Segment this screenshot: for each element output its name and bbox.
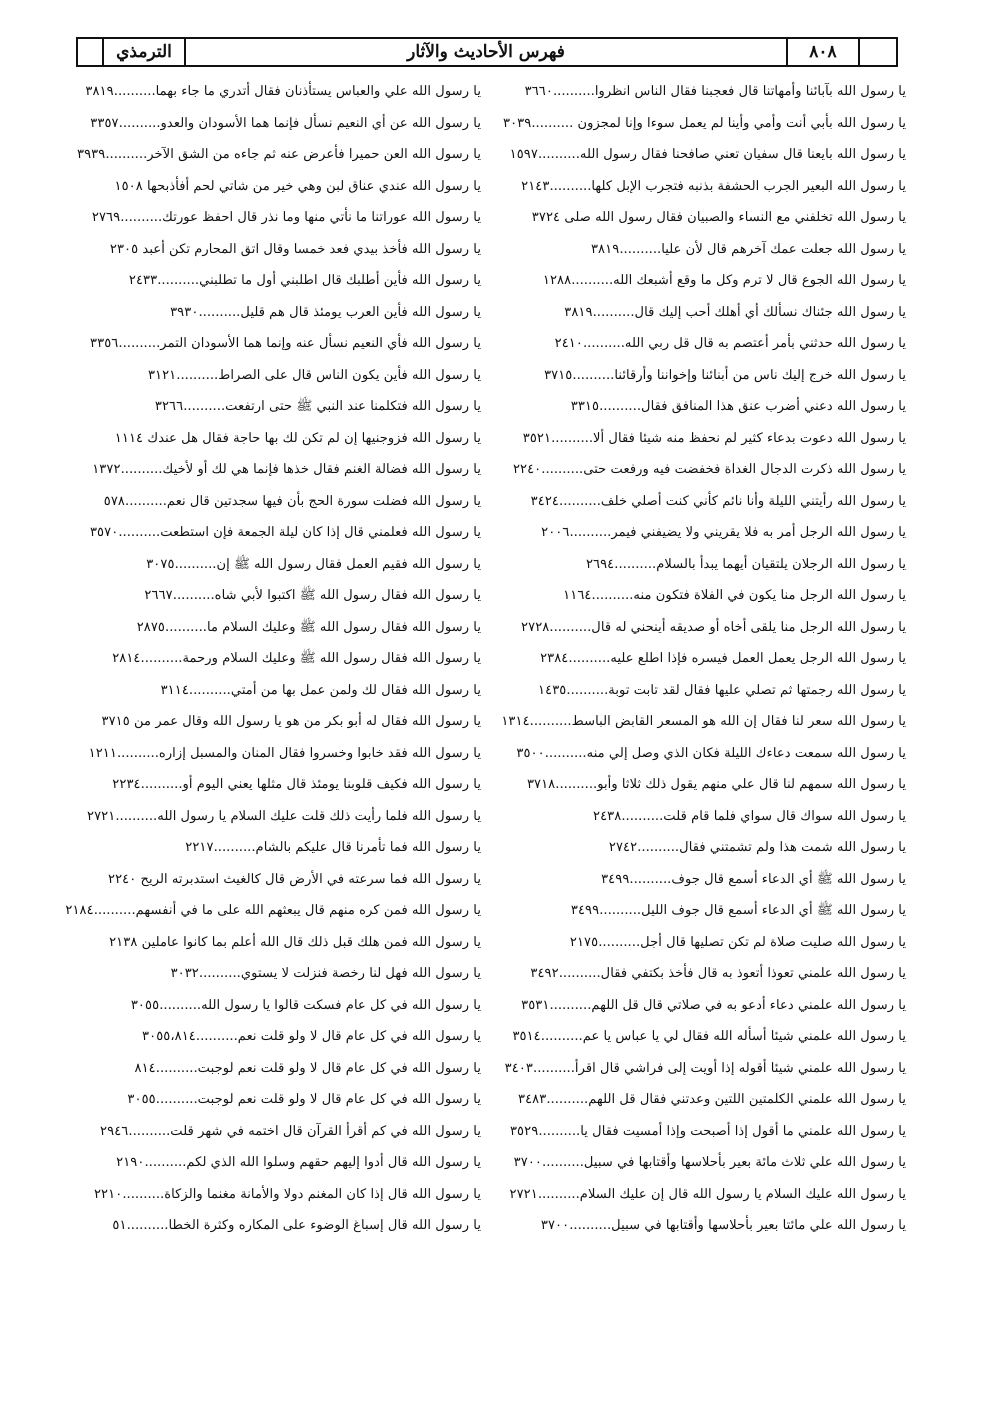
index-entry: يا رسول الله علمني الكلمتين اللتين وعدتني فقال قل اللهم..........٣٤٨٣	[517, 1092, 906, 1107]
index-entry: يا رسول الله فهل لنا رخصة فنزلت لا يستوي..........٣٠٣٢	[170, 966, 481, 981]
index-entry: يا رسول الله حدثني بأمر أعتصم به قال قل ربي الله..........٢٤١٠	[554, 336, 906, 351]
index-entry: يا رسول الله رجمتها ثم تصلي عليها فقال لقد تابت توبة..........١٤٣٥	[538, 682, 906, 698]
index-entry: يا رسول الله علي ثلاث مائة بعير بأحلاسها وأقتابها في سبيل..........٣٧٠٠	[513, 1155, 906, 1170]
index-entry: يا رسول الله سمعت دعاءك الليلة فكان الذي وصل إلي منه..........٣٥٠٠	[516, 745, 906, 761]
index-entry: يا رسول الله سواك قال سواي فلما قام قلت..........٢٤٣٨	[593, 808, 906, 824]
index-entry: يا رسول الله في كل عام فسكت قالوا يا رسول الله..........٣٠٥٥	[130, 997, 481, 1013]
left-column	[60, 76, 485, 1366]
index-entry: يا رسول الله الرجلان يلتقيان أيهما يبدأ بالسلام..........٢٦٩٤	[585, 556, 906, 572]
index-entry: يا رسول الله فأي النعيم نسأل عنه وإنما هما الأسودان التمر..........٣٣٥٦	[90, 336, 481, 351]
index-entry: يا رسول الله علمني شيئا أسأله الله فقال لي يا عباس يا عم..........٣٥١٤	[512, 1029, 906, 1044]
index-columns	[60, 76, 910, 1366]
index-entry: يا رسول الله فزوجنيها إن لم تكن لك بها حاجة فقال هل عندك ١١١٤	[114, 430, 481, 446]
index-entry: يا رسول الله شمت هذا ولم تشمتني فقال..........٢٧٤٢	[608, 840, 906, 855]
header-book-name: الترمذي	[104, 39, 186, 65]
index-entry: يا رسول الله ﷺ أي الدعاء أسمع قال جوف..........٣٤٩٩	[601, 871, 906, 887]
index-entry: يا رسول الله الرجل منا يكون في الفلاة فتكون منه..........١١٦٤	[563, 588, 906, 603]
index-entry: يا رسول الله فأخذ بيدي فعد خمسا وقال اتق المحارم تكن أعبد ٢٣٠٥	[109, 241, 481, 257]
index-entry: يا رسول الله جعلت عمك آخرهم قال لأن عليا..........٣٨١٩	[590, 241, 906, 257]
index-entry: يا رسول الله البعير الجرب الحشفة بذنبه فتجرب الإبل كلها..........٢١٤٣	[521, 178, 906, 194]
page-header	[76, 37, 898, 67]
index-entry: يا رسول الله دعوت بدعاء كثير لم نحفظ منه شيئا فقال ألا..........٣٥٢١	[522, 430, 906, 446]
index-entry: يا رسول الله في كم أقرأ القرآن قال اختمه في شهر قلت..........٢٩٤٦	[100, 1123, 481, 1139]
index-entry: يا رسول الله خرج إليك ناس من أبنائنا وإخواننا وأرقائنا..........٣٧١٥	[544, 367, 906, 383]
index-entry: يا رسول الله فعلمني قال إذا كان ليلة الجمعة فإن استطعت..........٣٥٧٠	[89, 525, 481, 540]
index-entry: يا رسول الله فقال له أبو بكر من هو يا رسول الله وقال عمر من ٣٧١٥	[101, 714, 481, 729]
index-entry: يا رسول الله عوراتنا ما نأتي منها وما نذر قال احفظ عورتك..........٢٧٦٩	[91, 210, 481, 225]
header-page-number: ٨٠٨	[788, 39, 860, 65]
index-entry: يا رسول الله فضلت سورة الحج بأن فيها سجدتين قال نعم..........٥٧٨	[103, 493, 481, 509]
index-entry: يا رسول الله علمني دعاء أدعو به في صلاتي قال قل اللهم..........٣٥٣١	[521, 997, 906, 1013]
index-entry: يا رسول الله فكيف قلوبنا يومئذ قال مثلها يعني اليوم أو..........٢٢٣٤	[112, 777, 481, 792]
index-entry: يا رسول الله فقال رسول الله ﷺ وعليك السلام ورحمة..........٢٨١٤	[112, 651, 481, 666]
index-entry: يا رسول الله علي مائتا بعير بأحلاسها وأقتابها في سبيل..........٣٧٠٠	[540, 1218, 906, 1233]
index-entry: يا رسول الله فقال رسول الله ﷺ اكتبوا لأبي شاه..........٢٦٦٧	[144, 588, 481, 603]
index-entry: يا رسول الله ذكرت الدجال الغداة فخفضت فيه ورفعت حتى..........٢٢٤٠	[512, 462, 906, 477]
index-entry: يا رسول الله سمهم لنا قال علي منهم يقول ذلك ثلاثا وأبو..........٣٧١٨	[526, 777, 906, 792]
right-column	[485, 76, 910, 1366]
index-entry: يا رسول الله قال إذا كان المغنم دولا والأمانة مغنما والزكاة..........٢٢١٠	[93, 1186, 481, 1202]
index-entry: يا رسول الله علمني تعوذا أتعوذ به قال فأخذ بكتفي فقال..........٣٤٩٢	[530, 966, 906, 981]
index-entry: يا رسول الله الرجل أمر به فلا يقريني ولا يضيفني فيمر..........٢٠٠٦	[541, 525, 906, 540]
index-entry: يا رسول الله علمني ما أقول إذا أصبحت وإذا أمسيت فقال يا..........٣٥٢٩	[509, 1123, 906, 1139]
header-blank-right	[860, 39, 896, 65]
index-entry: يا رسول الله فأين العرب يومئذ قال هم قليل..........٣٩٣٠	[170, 304, 481, 320]
index-entry: يا رسول الله تخلفني مع النساء والصبيان فقال رسول الله صلى ٣٧٢٤	[531, 210, 906, 225]
index-entry: يا رسول الله فما تأمرنا قال عليكم بالشام..........٢٢١٧	[185, 840, 481, 855]
index-entry: يا رسول الله الرجل منا يلقى أخاه أو صديقه أينحني له قال..........٢٧٢٨	[521, 619, 906, 635]
index-entry: يا رسول الله علمني شيئا أقوله إذا أويت إلى فراشي قال اقرأ..........٣٤٠٣	[504, 1060, 906, 1076]
index-entry: يا رسول الله سعر لنا فقال إن الله هو المسعر القابض الباسط..........١٣١٤	[501, 714, 906, 729]
header-title: فهرس الأحاديث والآثار	[186, 39, 788, 65]
index-entry: يا رسول الله في كل عام قال لا ولو قلت نعم لوجبت..........٨١٤	[134, 1060, 481, 1076]
index-entry: يا رسول الله في كل عام قال لا ولو قلت نعم..........٣٠٥٥،٨١٤	[142, 1029, 481, 1044]
index-entry: يا رسول الله دعني أضرب عنق هذا المنافق فقال..........٣٣١٥	[570, 399, 906, 414]
index-entry: يا رسول الله فقال رسول الله ﷺ وعليك السلام ما..........٢٨٧٥	[136, 619, 481, 635]
index-entry: يا رسول الله الرجل يعمل العمل فيسره فإذا اطلع عليه..........٢٣٨٤	[540, 651, 906, 666]
header-blank-left	[78, 39, 104, 65]
index-entry: يا رسول الله بأبي أنت وأمي وأينا لم يعمل سوءا وإنا لمجزون ..........٣٠٣٩	[503, 115, 906, 131]
index-entry: يا رسول الله فأين أطلبك قال اطلبني أول ما تطلبني..........٢٤٣٣	[128, 273, 481, 288]
index-entry: يا رسول الله في كل عام قال لا ولو قلت نعم لوجبت..........٣٠٥٥	[127, 1092, 481, 1107]
index-entry: يا رسول الله الجوع قال لا ترم وكل ما وقع أشبعك الله..........١٢٨٨	[542, 273, 906, 288]
index-entry: يا رسول الله ﷺ أي الدعاء أسمع قال جوف الليل..........٣٤٩٩	[570, 903, 906, 918]
index-entry: يا رسول الله بآبائنا وأمهاتنا قال فعجبنا فقال الناس انظروا..........٣٦٦٠	[524, 84, 906, 99]
index-entry: يا رسول الله فأين يكون الناس قال على الصراط..........٣١٢١	[147, 367, 481, 383]
index-entry: يا رسول الله جئناك نسألك أي أهلك أحب إليك قال..........٣٨١٩	[564, 304, 906, 320]
index-entry: يا رسول الله قال أدوا إليهم حقهم وسلوا الله الذي لكم..........٢١٩٠	[116, 1155, 481, 1170]
index-entry: يا رسول الله فما سرعته في الأرض قال كالغيث استدبرته الريح ٢٢٤٠	[107, 871, 481, 887]
index-entry: يا رسول الله عليك السلام يا رسول الله قال إن عليك السلام..........٢٧٢١	[509, 1186, 906, 1202]
index-entry: يا رسول الله فقد خابوا وخسروا فقال المنان والمسبل إزاره..........١٢١١	[88, 745, 481, 761]
index-entry: يا رسول الله فتكلمنا عند النبي ﷺ حتى ارتفعت..........٣٢٦٦	[154, 399, 481, 414]
index-entry: يا رسول الله قال إسباغ الوضوء على المكاره وكثرة الخطا..........٥١	[112, 1218, 481, 1233]
index-entry: يا رسول الله فمن كره منهم قال يبعثهم الله على ما في أنفسهم..........٢١٨٤	[65, 903, 481, 918]
index-entry: يا رسول الله عندي عناق لبن وهي خير من شاتي لحم أفأذبحها ١٥٠٨	[114, 178, 481, 194]
index-entry: يا رسول الله بايعنا قال سفيان تعني صافحنا فقال رسول الله..........١٥٩٧	[509, 147, 906, 162]
index-entry: يا رسول الله فضالة الغنم فقال خذها فإنما هي لك أو لأخيك..........١٣٧٢	[92, 462, 481, 477]
index-entry: يا رسول الله صليت صلاة لم تكن تصليها قال أجل..........٢١٧٥	[569, 934, 906, 950]
index-entry: يا رسول الله فمن هلك قبل ذلك قال الله أعلم بما كانوا عاملين ٢١٣٨	[109, 934, 481, 950]
index-entry: يا رسول الله عن أي النعيم نسأل فإنما هما الأسودان والعدو..........٣٣٥٧	[90, 115, 481, 131]
index-entry: يا رسول الله فلما رأيت ذلك قلت عليك السلام يا رسول الله..........٢٧٢١	[86, 808, 481, 824]
index-entry: يا رسول الله فقيم العمل فقال رسول الله ﷺ إن..........٣٠٧٥	[146, 556, 481, 572]
index-entry: يا رسول الله رأيتني الليلة وأنا نائم كأني كنت أصلي خلف..........٣٤٢٤	[530, 493, 906, 509]
index-entry: يا رسول الله فقال لك ولمن عمل بها من أمتي..........٣١١٤	[160, 682, 481, 698]
index-entry: يا رسول الله علي والعباس يستأذنان فقال أتدري ما جاء بهما..........٣٨١٩	[85, 84, 481, 99]
index-entry: يا رسول الله العن حميرا فأعرض عنه ثم جاءه من الشق الآخر..........٣٩٣٩	[77, 147, 481, 162]
